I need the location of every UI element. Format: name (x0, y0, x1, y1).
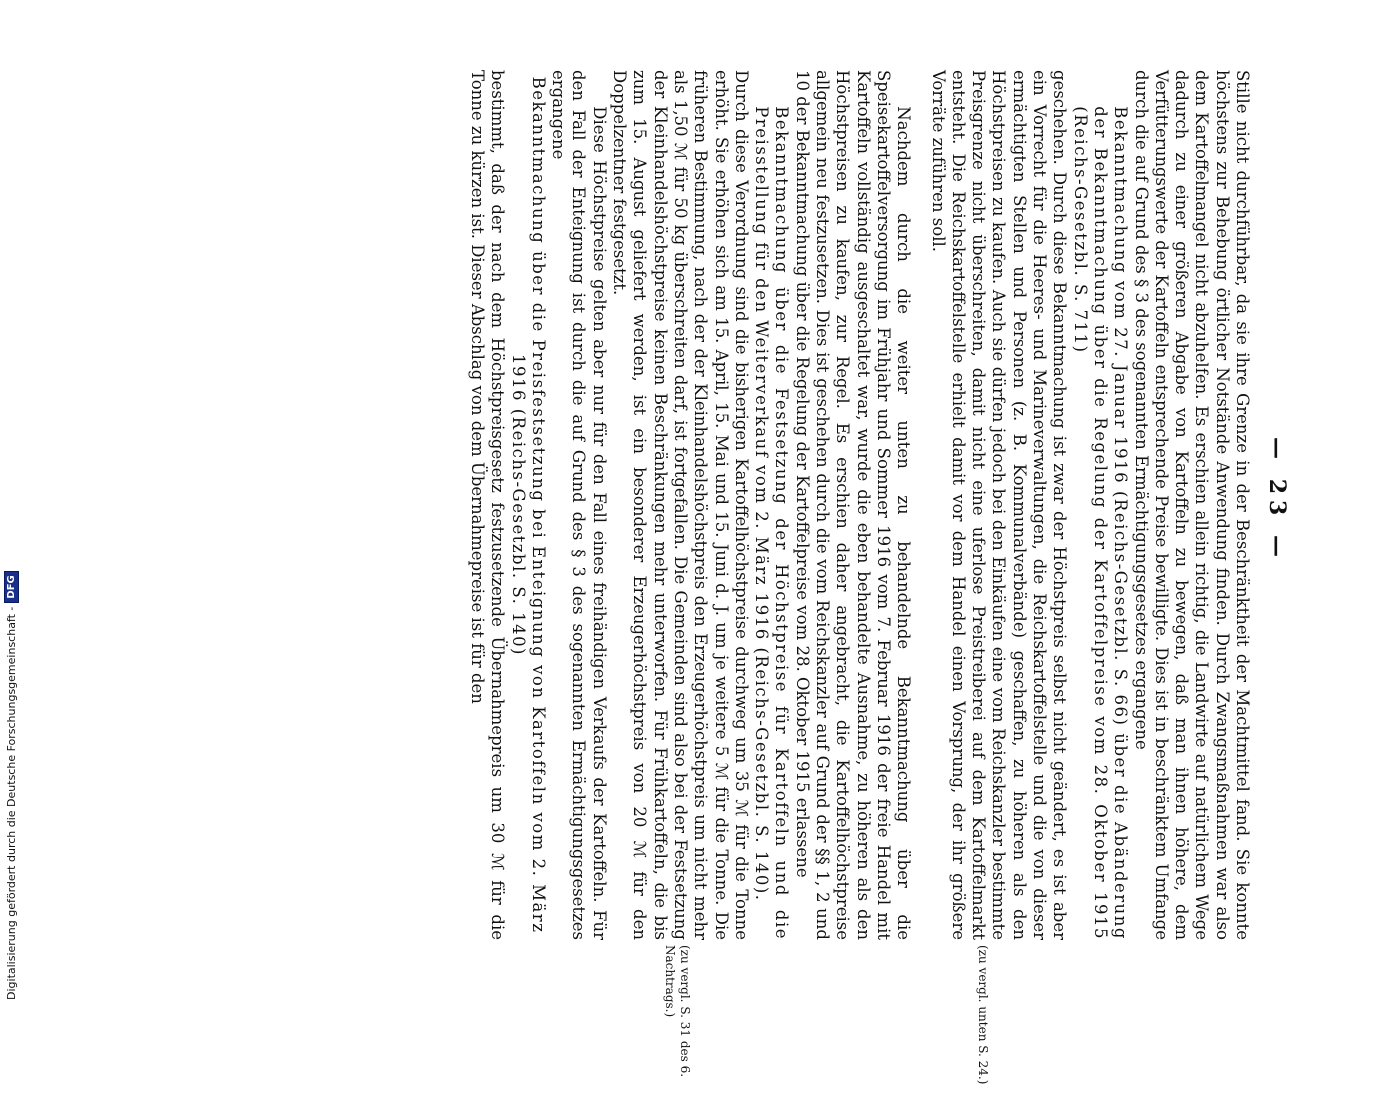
paragraph-3: Nachdem durch die weiter unten zu behandelnde Bekanntmachung über die Speisekartoffelversorgung im Frühjahr und Sommer 1916 vom 7. Februar 1916 der freie Handel mit Kartoffeln vollständig ausgeschaltet war, wurde die eben behandelte Ausnahme, zu höheren als den Höchstpreisen zu kaufen, zur Regel. Es erschien daher angebracht, die Kartoffelhöchstpreise allgemein neu festzusetzen. Dies ist geschehen durch die vom Reichskanzler auf Grund der §§ 1, 2 und 10 der Bekanntmachung über die Regelung der Kartoffelpreise vom 28. Oktober 1915 erlassene (792, 70, 914, 940)
page-body (467, 70, 1252, 940)
heading-bekanntmachung-27-januar: Bekanntmachung vom 27. Januar 1916 (Reichs-Gesetzbl. S. 66) über die Abänderung der Bekanntmachung über die Regelung der Kartoffelpreise vom 28. Oktober 1915 (Reichs-Gesetzbl. S. 711) (1070, 106, 1131, 940)
digitization-footer (0, 530, 22, 1000)
paragraph-4: Durch diese Verordnung sind die bisherigen Kartoffelhöchstpreise durchweg um 35 ℳ für die Tonne erhöht. Sie erhöhen sich am 15. April, 15. Mai und 15. Juni d. J. um je weitere 5 ℳ für die Tonne. Die früheren Bestimmung, nach der der Kleinhandelshöchstpreis den Erzeugerhöchstpreis um nicht mehr als 1,50 ℳ für 50 kg überschreiten darf, ist fortgefallen. Die Gemeinden sind also bei der Festsetzung der Kleinhandelshöchstpreise keinen Beschränkungen mehr unterworfen. Für Frühkartoffeln, die bis zum 15. August geliefert werden, ist ein besonderer Erzeugerhöchstpreis von 20 ℳ für den Doppelzentner festgesetzt. (610, 70, 751, 940)
paragraph-6: bestimmt, daß der nach dem Höchstpreisgesetz festzusetzende Übernahmepreis um 30 ℳ für die Tonne zu kürzen ist. Dieser Abschlag von dem Übernahmepreise ist für den (468, 70, 508, 940)
page-number: — 23 — (1264, 437, 1290, 563)
paragraph-2: geschehen. Durch diese Bekanntmachung ist zwar der Höchstpreis selbst nicht geändert, es ist aber ein Vorrecht für die Heeres- und Marineverwaltungen, die Reichskartoffelstelle und die von dieser ermächtigten Stellen und Personen (z. B. Kommunalverbände) geschaffen, zu höheren als den Höchstpreisen zu kaufen. Auch sie dürfen jedoch bei den Einkäufen eine vom Reichskanzler bestimmte Preisgrenze nicht überschreiten, damit nicht eine uferlose Preistreiberei auf dem Kartoffelmarkt entsteht. Die Reichskartoffelstelle erhielt damit vor dem Handel einen Vorsprung, der ihr größere Vorräte zuführen soll. (928, 70, 1070, 940)
paragraph-5: Diese Höchstpreise gelten aber nur für den Fall eines freihändigen Verkaufs der Kartoffeln. Für den Fall der Enteignung ist durch die auf Grund des § 3 des sogenannten Ermächtigungsgesetzes ergangene (549, 70, 609, 940)
margin-note-2: (zu vergl. S. 31 des 6. Nachtrags.) (663, 945, 692, 1078)
paragraph-1: Stille nicht durchführbar, da sie ihre Grenze in der Beschränktheit der Machtmittel fand. Sie konnte höchstens zur Behebung örtlicher Notstände Anwendung finden. Durch Zwangsmaßnahmen war also dem Kartoffelmangel nicht abzuhelfen. Es erschien allein richtig, die Landwirte auf natürlichem Wege dadurch zu einer größeren Abgabe von Kartoffeln zu bewegen, daß man ihnen höhere, dem Verfütterungswerte der Kartoffeln entsprechende Preise bewilligte. Dies ist in beschränktem Umfange durch die auf Grund des § 3 des sogenannten Ermächtigungsgesetzes ergangene (1131, 70, 1252, 940)
heading-bekanntmachung-2-maerz: Bekanntmachung über die Festsetzung der Höchstpreise für Kartoffeln und die Preisstellung für den Weiterverkauf vom 2. März 1916 (Reichs-Gesetzbl. S. 140). (752, 106, 792, 940)
dfg-logo-icon: DFG (4, 571, 19, 602)
margin-note-1: (zu vergl. unten S. 24.) (976, 945, 990, 1085)
rotated-page (160, 20, 1290, 1085)
footer-text: Digitalisierung gefördert durch die Deutsche Forschungsgemeinschaft - (4, 606, 18, 1000)
heading-preisfestsetzung-enteignung: Bekanntmachung über die Preisfestsetzung bei Enteignung von Kartoffeln vom 2. März 1916 (Reichs-Gesetzbl. S. 140) (508, 76, 548, 934)
